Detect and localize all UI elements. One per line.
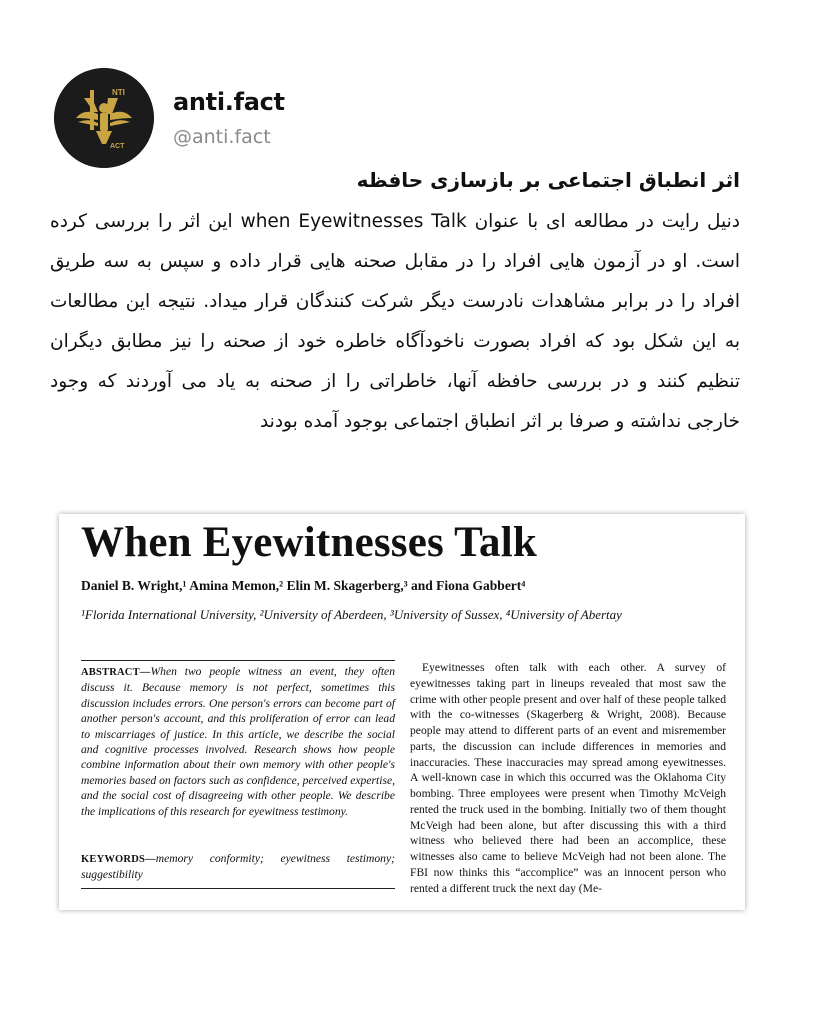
abstract-label: ABSTRACT— [81, 667, 151, 678]
svg-text:NTI: NTI [112, 88, 125, 97]
keywords-label: KEYWORDS— [81, 854, 156, 865]
paper-abstract [81, 664, 395, 819]
abstract-bottom-rule [81, 888, 395, 889]
paper-affiliations: ¹Florida International University, ²University of Aberdeen, ³University of Sussex, ⁴University of Abertay [81, 607, 622, 622]
abstract-text: When two people witness an event, they often discuss it. Because memory is not perfect, sometimes this discussion includes errors. One person's errors can become part of another person's account, and this proliferation of error can lead to miscarriages of justice. In this article, we describe the social and cognitive processes involved. Research shows how people combine information about their own memory with other people's memories based on factors such as confidence, perceived expertise, and the social cost of disagreeing with other people. We describe the implications of this research for eyewitness testimony. [81, 665, 395, 818]
post-body: دنیل رایت در مطالعه ای با عنوان when Eyewitnesses Talk این اثر را بررسی کرده است. او در آزمون هایی افراد را در مقابل صحنه هایی قرار داده و سپس به سه طریق افراد را در برابر مشاهدات نادرست دیگر شرکت کنندگان قرار میداد. نتیجه این مطالعات به این شکل بود که افراد بصورت ناخودآگاه خاطره خود از صحنه را نیز مطابق دیگران تنظیم کنند و در بررسی حافظه آنها، خاطراتی را از صحنه به یاد می آوردند که وجود خارجی نداشته و صرفا بر اثر انطباق اجتماعی بوجود آمده بودند [50, 211, 740, 432]
keywords-text: memory conformity; eyewitness testimony; suggestibility [81, 852, 395, 882]
abstract-top-rule [81, 660, 395, 661]
profile-avatar[interactable] [54, 68, 154, 168]
faravahar-logo-icon [54, 68, 154, 168]
paper-title: When Eyewitnesses Talk [81, 519, 538, 566]
paper-authors: Daniel B. Wright,¹ Amina Memon,² Elin M. Skagerberg,³ and Fiona Gabbert⁴ [81, 578, 526, 593]
paper-keywords [81, 851, 395, 883]
profile-name[interactable]: anti.fact [173, 88, 285, 116]
post-title: اثر انطباق اجتماعی بر بازسازی حافظه [356, 168, 740, 192]
profile-handle[interactable]: @anti.fact [173, 126, 271, 148]
paper-body-text: Eyewitnesses often talk with each other. A survey of eyewitnesses taking part in lineups revealed that most saw the crime with other people present and over half of these people talked with the co-witnesses (Skagerberg & Wright, 2008). Because people may attend to different parts of an event and misremember parts, the discussion can include differences in memories and inaccuracies. These inaccuracies may spread among eyewitnesses. A well-known case in which this occurred was the Oklahoma City bombing. Three employees were present when Timothy McVeigh rented the truck used in the bombing. Initially two of them thought McVeigh had been alone, but after discussing this with a third witness who believed there had been an accomplice, these witnesses also came to believe McVeigh had not been alone. The FBI now thinks this “accomplice” was an innocent person who rented a different truck the next day (Me- [410, 661, 726, 895]
svg-text:ACT: ACT [110, 143, 125, 150]
paper-image [59, 514, 745, 910]
